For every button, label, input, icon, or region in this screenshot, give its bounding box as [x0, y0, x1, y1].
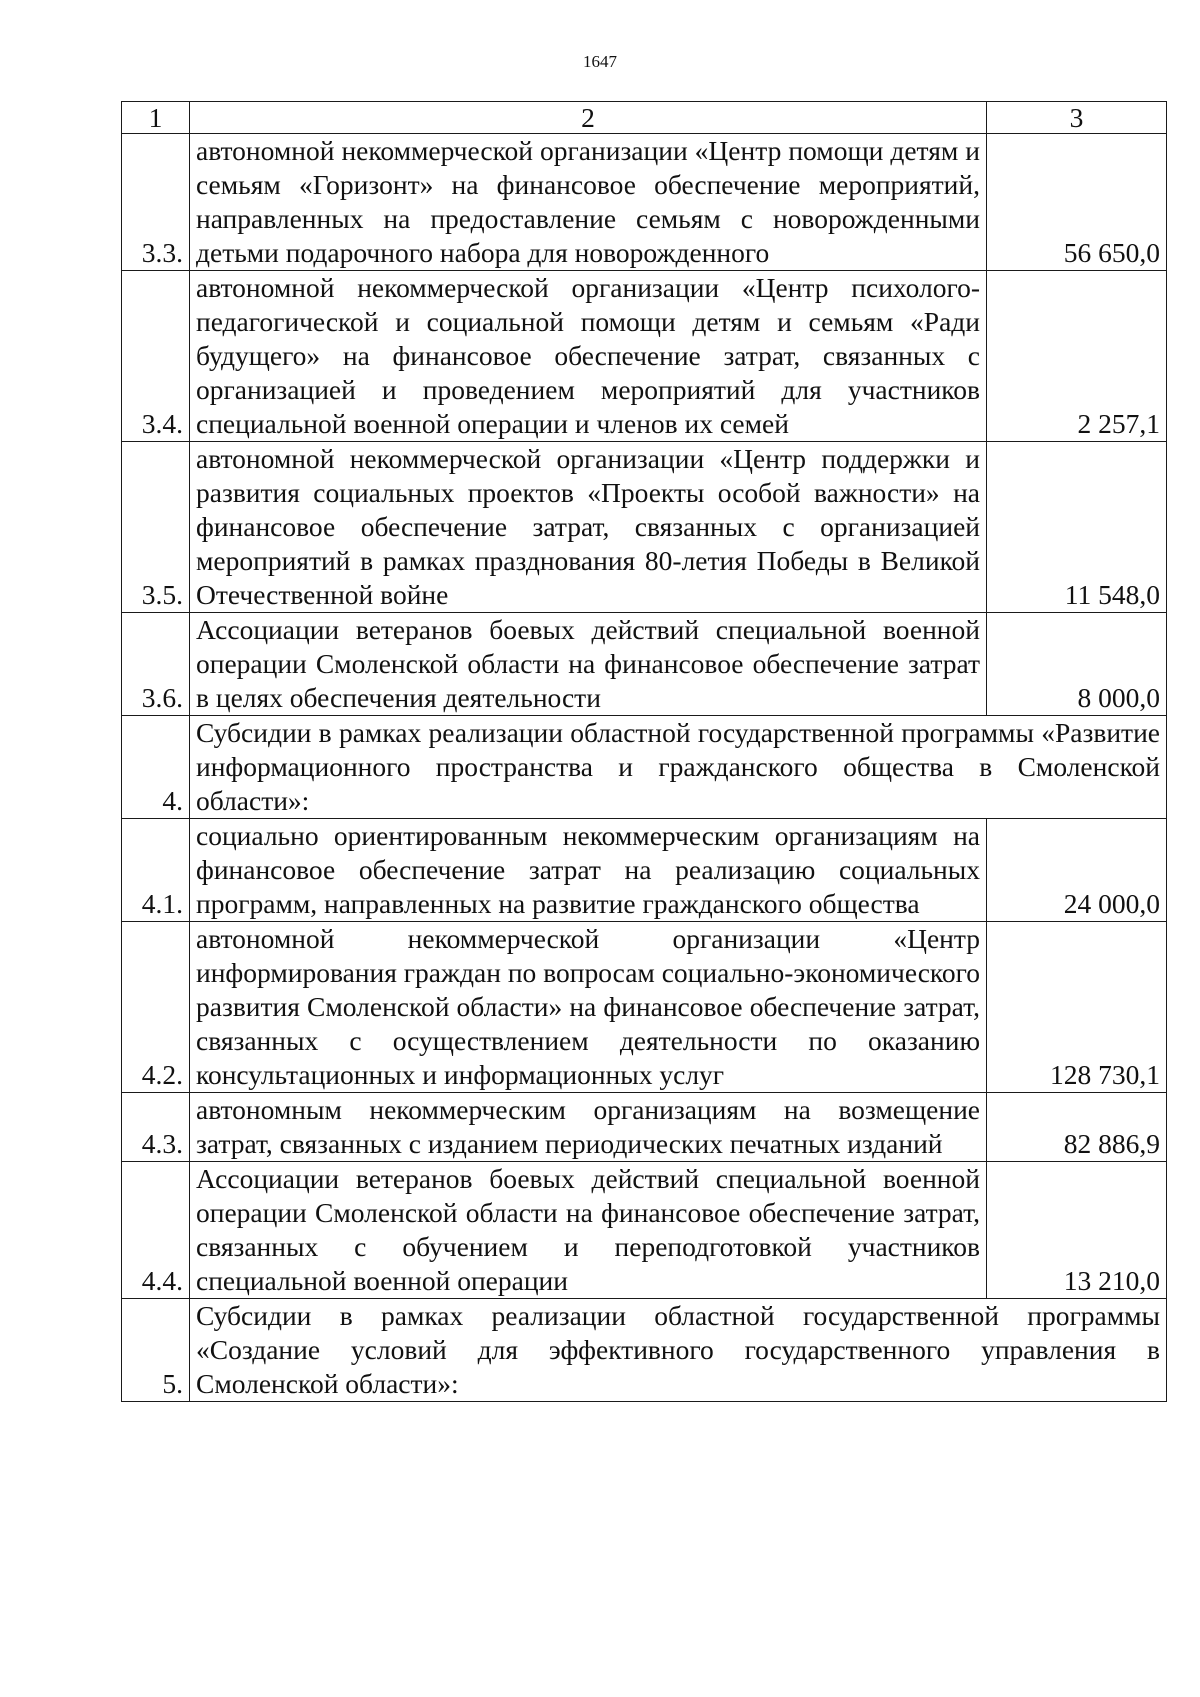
row-number: 4.1.	[122, 819, 190, 922]
table-row	[122, 1162, 1167, 1299]
table-row	[122, 442, 1167, 613]
row-description: Ассоциации ветеранов боевых действий специальной военной операции Смоленской области на финансовое обеспечение затрат в целях обеспечения деятельности	[190, 613, 987, 716]
table-row	[122, 819, 1167, 922]
column-header-1: 1	[122, 102, 190, 134]
row-number: 4.	[122, 716, 190, 819]
table-body	[122, 102, 1167, 1402]
table-row	[122, 613, 1167, 716]
table-row	[122, 134, 1167, 271]
section-title: Субсидии в рамках реализации областной государственной программы «Развитие информационного пространства и гражданского общества в Смоленской области»:	[190, 716, 1167, 819]
row-number: 4.3.	[122, 1093, 190, 1162]
row-description: автономной некоммерческой организации «Центр информирования граждан по вопросам социально-экономического развития Смоленской области» на финансовое обеспечение затрат, связанных с осуществлением деятельности по оказанию консультационных и информационных услуг	[190, 922, 987, 1093]
row-amount: 11 548,0	[987, 442, 1167, 613]
table-section-row	[122, 1299, 1167, 1402]
row-amount: 82 886,9	[987, 1093, 1167, 1162]
row-description: автономной некоммерческой организации «Центр психолого-педагогической и социальной помощи детям и семьям «Ради будущего» на финансовое обеспечение затрат, связанных с организацией и проведением мероприятий для участников специальной военной операции и членов их семей	[190, 271, 987, 442]
row-description: социально ориентированным некоммерческим организациям на финансовое обеспечение затрат на реализацию социальных программ, направленных на развитие гражданского общества	[190, 819, 987, 922]
row-amount: 56 650,0	[987, 134, 1167, 271]
row-number: 3.5.	[122, 442, 190, 613]
row-description: автономной некоммерческой организации «Центр поддержки и развития социальных проектов «Проекты особой важности» на финансовое обеспечение затрат, связанных с организацией мероприятий в рамках празднования 80-летия Победы в Великой Отечественной войне	[190, 442, 987, 613]
section-title: Субсидии в рамках реализации областной государственной программы «Создание условий для эффективного государственного управления в Смоленской области»:	[190, 1299, 1167, 1402]
row-description: Ассоциации ветеранов боевых действий специальной военной операции Смоленской области на финансовое обеспечение затрат, связанных с обучением и переподготовкой участников специальной военной операции	[190, 1162, 987, 1299]
row-number: 4.4.	[122, 1162, 190, 1299]
row-amount: 128 730,1	[987, 922, 1167, 1093]
table-row	[122, 922, 1167, 1093]
row-amount: 2 257,1	[987, 271, 1167, 442]
row-number: 3.3.	[122, 134, 190, 271]
table-header-row	[122, 102, 1167, 134]
row-description: автономной некоммерческой организации «Центр помощи детям и семьям «Горизонт» на финансовое обеспечение мероприятий, направленных на предоставление семьям с новорожденными детьми подарочного набора для новорожденного	[190, 134, 987, 271]
table-section-row	[122, 716, 1167, 819]
row-number: 3.4.	[122, 271, 190, 442]
page-number: 1647	[583, 52, 617, 71]
budget-table	[121, 101, 1167, 1402]
row-description: автономным некоммерческим организациям на возмещение затрат, связанных с изданием периодических печатных изданий	[190, 1093, 987, 1162]
table-row	[122, 1093, 1167, 1162]
row-amount: 8 000,0	[987, 613, 1167, 716]
column-header-2: 2	[190, 102, 987, 134]
row-number: 3.6.	[122, 613, 190, 716]
column-header-3: 3	[987, 102, 1167, 134]
row-amount: 13 210,0	[987, 1162, 1167, 1299]
table-row	[122, 271, 1167, 442]
row-number: 5.	[122, 1299, 190, 1402]
row-amount: 24 000,0	[987, 819, 1167, 922]
row-number: 4.2.	[122, 922, 190, 1093]
